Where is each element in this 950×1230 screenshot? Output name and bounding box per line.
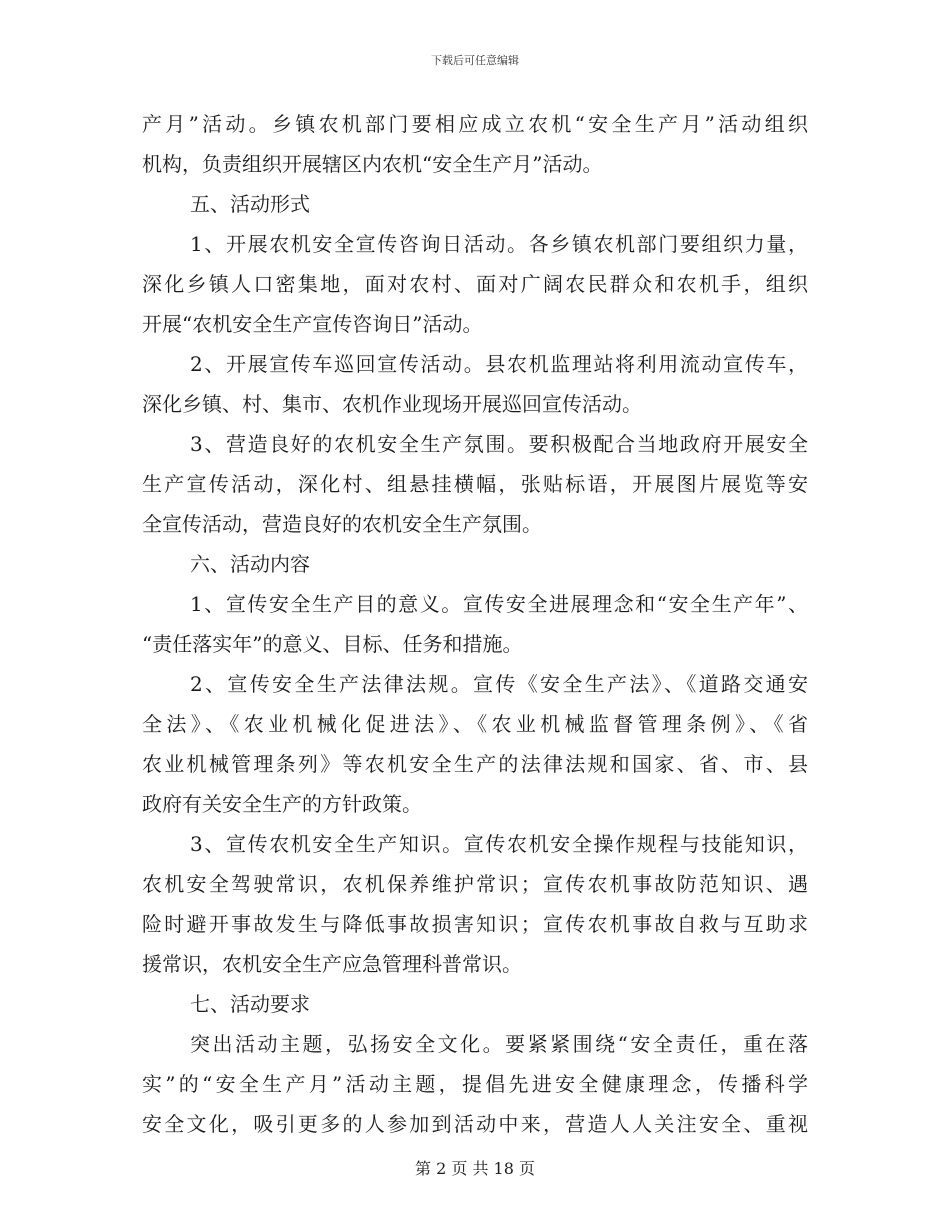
text-line: 全宣传活动，营造良好的农机安全生产氛围。 — [142, 512, 542, 536]
page-number: 第 2 页 共 18 页 — [415, 1159, 535, 1178]
text-line: 1、开展农机安全宣传咨询日活动。各乡镇农机部门要组织力量， — [190, 232, 808, 256]
text-line: “责任落实年”的意义、目标、任务和措施。 — [142, 632, 523, 656]
text-line: 农机安全驾驶常识，农机保养维护常识；宣传农机事故防范知识、遇 — [142, 872, 808, 896]
text-line: 险时避开事故发生与降低事故损害知识；宣传农机事故自救与互助求 — [142, 912, 808, 936]
text-line: 深化乡镇人口密集地，面对农村、面对广阔农民群众和农机手，组织 — [142, 272, 808, 296]
section-heading: 七、活动要求 — [190, 992, 310, 1016]
text-line: 突出活动主题，弘扬安全文化。要紧紧围绕“安全责任，重在落 — [190, 1032, 808, 1056]
text-line: 全法》、《农业机械化促进法》、《农业机械监督管理条例》、《省 — [142, 712, 808, 736]
text-line: 3、宣传农机安全生产知识。宣传农机安全操作规程与技能知识， — [190, 832, 808, 856]
section-heading: 五、活动形式 — [190, 192, 310, 216]
text-line: 援常识，农机安全生产应急管理科普常识。 — [142, 952, 522, 976]
text-line: 实”的“安全生产月”活动主题，提倡先进安全健康理念，传播科学 — [142, 1072, 808, 1096]
text-line: 深化乡镇、村、集市、农机作业现场开展巡回宣传活动。 — [142, 392, 642, 416]
text-line: 开展“农机安全生产宣传咨询日”活动。 — [142, 312, 483, 336]
text-line: 机构，负责组织开展辖区内农机“安全生产月”活动。 — [142, 152, 603, 176]
text-line: 产月”活动。乡镇农机部门要相应成立农机“安全生产月”活动组织 — [142, 112, 808, 136]
text-line: 3、营造良好的农机安全生产氛围。要积极配合当地政府开展安全 — [190, 432, 808, 456]
text-line: 2、开展宣传车巡回宣传活动。县农机监理站将利用流动宣传车， — [190, 352, 808, 376]
download-note: 下载后可任意编辑 — [431, 54, 519, 67]
text-line: 1、宣传安全生产目的意义。宣传安全进展理念和“安全生产年”、 — [190, 592, 808, 616]
text-line: 安全文化，吸引更多的人参加到活动中来，营造人人关注安全、重视 — [142, 1112, 808, 1136]
text-line: 生产宣传活动，深化村、组悬挂横幅，张贴标语，开展图片展览等安 — [142, 472, 808, 496]
text-line: 农业机械管理条列》等农机安全生产的法律法规和国家、省、市、县 — [142, 752, 808, 776]
document-body — [142, 104, 808, 1144]
text-line: 2、宣传安全生产法律法规。宣传《安全生产法》、《道路交通安 — [190, 672, 808, 696]
section-heading: 六、活动内容 — [190, 552, 310, 576]
text-line: 政府有关安全生产的方针政策。 — [142, 792, 422, 816]
